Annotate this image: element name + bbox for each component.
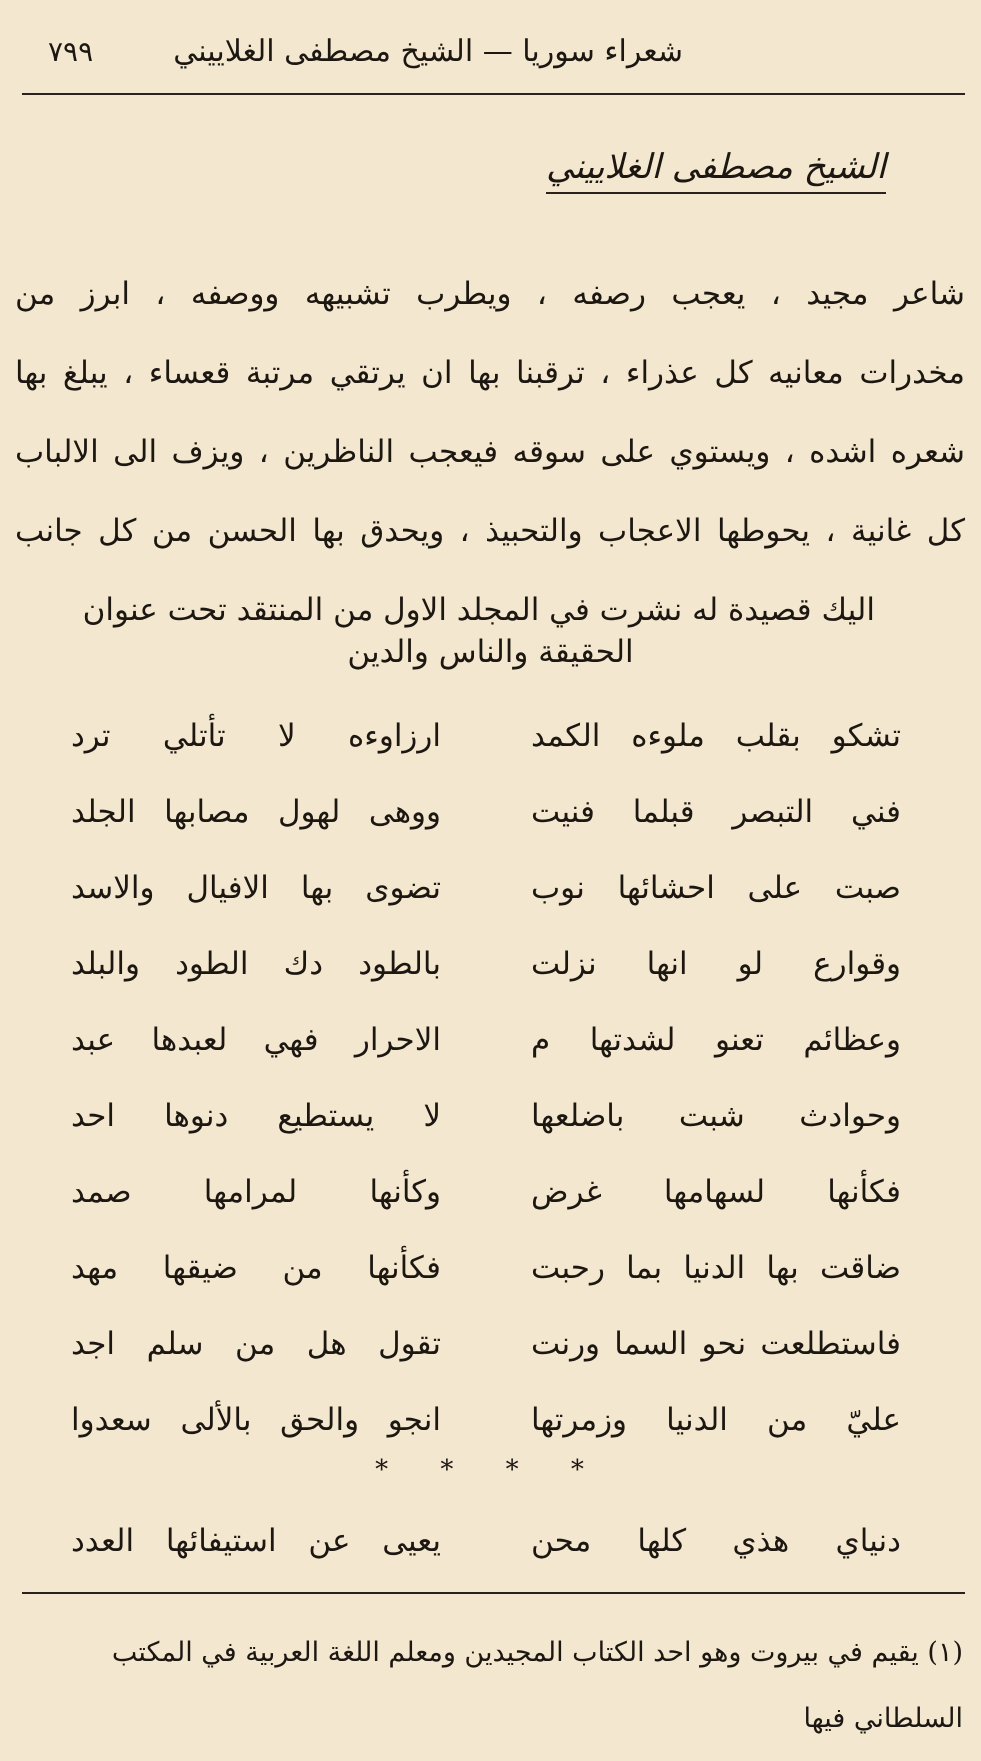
verse-second-hemistich: الاحرار فهي لعبدها عبد [71, 1022, 441, 1058]
verse [71, 1230, 901, 1306]
verse-first-hemistich: صبت على احشائها نوب [531, 870, 901, 906]
intro-line: اليك قصيدة له نشرت في المجلد الاول من المنتقد تحت عنوان [82, 592, 875, 628]
verse-first-hemistich: تشكو بقلب ملوءه الكمد [531, 718, 901, 754]
verse [71, 1154, 901, 1230]
verse-first-hemistich: دنياي هذي كلها محن [531, 1523, 901, 1559]
poem [71, 698, 901, 1579]
verse-second-hemistich: تضوى بها الافيال والاسد [71, 870, 441, 906]
intro-line: شعره اشده ، ويستوي على سوقه فيعجب الناظرين ، ويزف الى الالباب [15, 434, 965, 470]
asterism-separator: * * * * [375, 1455, 606, 1485]
verse-first-hemistich: فني التبصر قبلما فنيت [531, 794, 901, 830]
verse-second-hemistich: وكأنها لمرامها صمد [71, 1174, 441, 1210]
verse-first-hemistich: وعظائم تعنو لشدتها م [531, 1022, 901, 1058]
poem-title: الحقيقة والناس والدين [347, 634, 634, 670]
verse-second-hemistich: فكأنها من ضيقها مهد [71, 1250, 441, 1286]
verse-second-hemistich: يعيى عن استيفائها العدد [71, 1523, 441, 1559]
footnote-rule [22, 1592, 965, 1594]
verse [71, 1306, 901, 1382]
verse [71, 698, 901, 774]
verse-second-hemistich: بالطود دك الطود والبلد [71, 946, 441, 982]
running-title: شعراء سوريا — الشيخ مصطفى الغلاييني [173, 34, 683, 69]
verse-first-hemistich: وحوادث شبت باضلعها [531, 1098, 901, 1134]
verse-second-hemistich: تقول هل من سلم اجد [71, 1326, 441, 1362]
verse-first-hemistich: عليّ من الدنيا وزمرتها [531, 1402, 901, 1438]
intro-line: كل غانية ، يحوطها الاعجاب والتحبيذ ، ويحدق بها الحسن من كل جانب [15, 513, 965, 549]
verse-first-hemistich: ضاقت بها الدنيا بما رحبت [531, 1250, 901, 1286]
section-title: الشيخ مصطفى الغلاييني [546, 145, 886, 194]
verse [71, 1382, 901, 1458]
footnote-line: (١) يقيم في بيروت وهو احد الكتاب المجيدين ومعلم اللغة العربية في المكتب [111, 1637, 963, 1668]
footnote [18, 1620, 963, 1752]
verse-first-hemistich: فكأنها لسهامها غرض [531, 1174, 901, 1210]
verse [71, 1002, 901, 1078]
verse [71, 1503, 901, 1579]
verse [71, 1078, 901, 1154]
verse-second-hemistich: انجو والحق بالألى سعدوا [71, 1402, 441, 1438]
verse-first-hemistich: فاستطلعت نحو السما ورنت [531, 1326, 901, 1362]
intro-line: مخدرات معانيه كل عذراء ، ترقبنا بها ان يرتقي مرتبة قعساء ، يبلغ بها [15, 355, 965, 391]
verse-second-hemistich: لا يستطيع دنوها احد [71, 1098, 441, 1134]
verse [71, 850, 901, 926]
intro-line: شاعر مجيد ، يعجب رصفه ، ويطرب تشبيهه ووصفه ، ابرز من [15, 276, 965, 312]
verse [71, 774, 901, 850]
verse [71, 926, 901, 1002]
verse-first-hemistich: وقوارع لو انها نزلت [531, 946, 901, 982]
intro-paragraph [15, 255, 965, 650]
running-head [40, 28, 941, 78]
footnote-line: السلطاني فيها [803, 1703, 963, 1734]
verse-second-hemistich: ارزاوءه لا تأتلي ترد [71, 718, 441, 754]
header-rule [22, 93, 965, 95]
page-number: ٧٩٩ [48, 35, 94, 68]
verse-second-hemistich: ووهى لهول مصابها الجلد [71, 794, 441, 830]
